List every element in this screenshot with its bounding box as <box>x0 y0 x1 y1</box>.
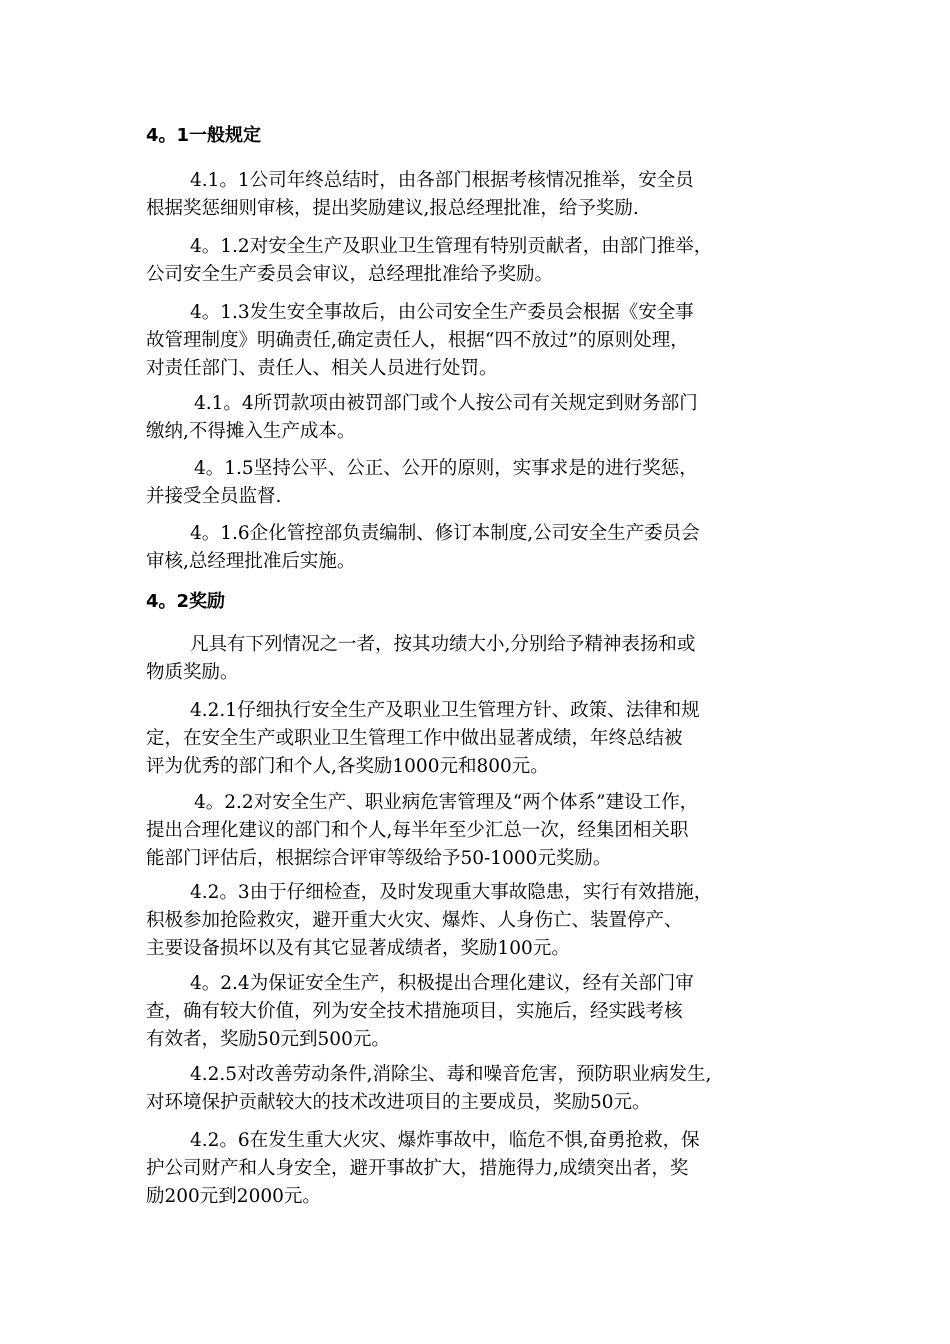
paragraph-4-2-4 <box>146 970 826 1054</box>
paragraph-line: 4.1。4所罚款项由被罚部门或个人按公司有关规定到财务部门 <box>194 393 698 414</box>
paragraph-rewards-intro <box>146 631 826 687</box>
paragraph-line: 提出合理化建议的部门和个人,每半年至少汇总一次，经集团相关职 <box>146 820 689 841</box>
paragraph-line: 4.2.1仔细执行安全生产及职业卫生管理方针、政策、法律和规 <box>190 700 700 721</box>
paragraph-line: 4。2.4为保证安全生产，积极提出合理化建议，经有关部门审 <box>190 973 694 994</box>
paragraph-line: 并接受全员监督. <box>146 486 282 507</box>
paragraph-line: 主要设备损坏以及有其它显著成绩者，奖励100元。 <box>146 938 570 959</box>
paragraph-line: 缴纳,不得摊入生产成本。 <box>146 421 356 442</box>
paragraph-line: 4。1.6企化管控部负责编制、修订本制度,公司安全生产委员会 <box>190 523 700 544</box>
paragraph-4-2-5 <box>146 1061 826 1117</box>
paragraph-line: 积极参加抢险救灾，避开重大火灾、爆炸、人身伤亡、装置停产、 <box>146 910 683 931</box>
paragraph-line: 4。2.2对安全生产、职业病危害管理及“两个体系”建设工作， <box>194 792 699 813</box>
paragraph-line: 根据奖惩细则审核，提出奖励建议,报总经理批准，给予奖励. <box>146 198 639 219</box>
paragraph-4-1-3 <box>146 299 826 383</box>
paragraph-line: 4。1.3发生安全事故后，由公司安全生产委员会根据《安全事 <box>190 302 694 323</box>
paragraph-line: 4.2。3由于仔细检查，及时发现重大事故隐患，实行有效措施， <box>190 882 713 903</box>
paragraph-line: 励200元到2000元。 <box>146 1186 321 1207</box>
paragraph-line: 审核,总经理批准后实施。 <box>146 551 356 572</box>
paragraph-line: 物质奖励。 <box>146 662 239 683</box>
paragraph-4-1-4 <box>146 390 826 446</box>
paragraph-4-1-2 <box>146 233 826 289</box>
paragraph-line: 有效者，奖励50元到500元。 <box>146 1029 390 1050</box>
paragraph-line: 凡具有下列情况之一者，按其功绩大小,分别给予精神表扬和或 <box>190 634 696 655</box>
paragraph-line: 能部门评估后，根据综合评审等级给予50-1000元奖励。 <box>146 848 612 869</box>
section-heading-rewards: 4。2奖励 <box>146 591 226 612</box>
paragraph-line: 护公司财产和人身安全，避开事故扩大，措施得力,成绩突出者，奖 <box>146 1158 689 1179</box>
paragraph-4-2-3 <box>146 879 826 963</box>
paragraph-line: 4.2.5对改善劳动条件,消除尘、毒和噪音危害，预防职业病发生, <box>190 1064 712 1085</box>
paragraph-line: 定，在安全生产或职业卫生管理工作中做出显著成绩，年终总结被 <box>146 728 683 749</box>
paragraph-4-2-6 <box>146 1127 826 1211</box>
section-heading-general-rules: 4。1一般规定 <box>146 125 262 146</box>
paragraph-line: 4。1.2对安全生产及职业卫生管理有特别贡献者，由部门推举， <box>190 236 713 257</box>
paragraph-line: 对环境保护贡献较大的技术改进项目的主要成员，奖励50元。 <box>146 1092 651 1113</box>
paragraph-line: 评为优秀的部门和个人,各奖励1000元和800元。 <box>146 756 549 777</box>
paragraph-4-2-1 <box>146 697 826 781</box>
paragraph-4-1-1 <box>146 167 826 223</box>
paragraph-line: 对责任部门、责任人、相关人员进行处罚。 <box>146 358 498 379</box>
paragraph-4-2-2 <box>146 789 826 873</box>
paragraph-line: 4。1.5坚持公平、公正、公开的原则，实事求是的进行奖惩， <box>194 458 698 479</box>
paragraph-line: 故管理制度》明确责任,确定责任人，根据“四不放过”的原则处理， <box>146 330 689 351</box>
paragraph-line: 4.2。6在发生重大火灾、爆炸事故中，临危不惧,奋勇抢救，保 <box>190 1130 700 1151</box>
paragraph-4-1-5 <box>146 455 826 511</box>
paragraph-line: 4.1。1公司年终总结时，由各部门根据考核情况推举，安全员 <box>190 170 694 191</box>
paragraph-line: 公司安全生产委员会审议，总经理批准给予奖励。 <box>146 264 554 285</box>
paragraph-4-1-6 <box>146 520 826 576</box>
paragraph-line: 查，确有较大价值，列为安全技术措施项目，实施后，经实践考核 <box>146 1001 683 1022</box>
